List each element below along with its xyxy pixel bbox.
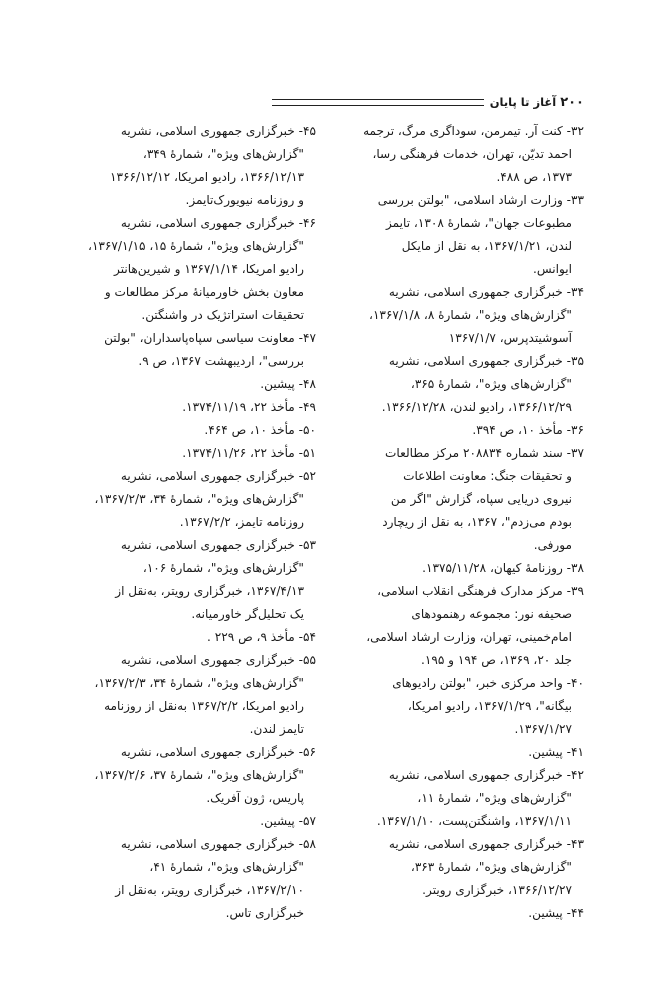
footnote [354, 442, 584, 557]
footnote [86, 419, 316, 442]
footnote-line: و تحقیقات جنگ: معاونت اطلاعات [403, 469, 572, 483]
footnote-line: ۵۵- خبرگزاری جمهوری اسلامی، نشریه [120, 653, 316, 667]
footnote [354, 350, 584, 419]
footnote-line: رادیو امریکا، ۱۳۶۷/۲/۲ به‌نقل از روزنامه [104, 699, 304, 713]
footnote-line: "گزارش‌های ویژه"، شمارهٔ ۴۱، [149, 860, 304, 874]
footnote-line: پاریس، ژون آفریک. [206, 791, 304, 805]
footnote-line: لندن، ۱۳۶۷/۱/۲۱، به نقل از مایکل [401, 239, 572, 253]
footnote-line: ۵۱- مأخذ ۲۲، ۱۳۷۴/۱۱/۲۶. [182, 446, 316, 460]
footnote-line: ۱۳۶۷/۱/۱۱، واشنگتن‌پست، ۱۳۶۷/۱/۱۰. [376, 814, 572, 828]
footnote-line: و روزنامه نیویورک‌تایمز. [185, 193, 304, 207]
footnote [354, 120, 584, 189]
footnote [354, 419, 584, 442]
footnote-line: ۴۲- خبرگزاری جمهوری اسلامی، نشریه [388, 768, 584, 782]
footnote-line: ۵۲- خبرگزاری جمهوری اسلامی، نشریه [120, 469, 316, 483]
footnote-line: "گزارش‌های ویژه"، شمارهٔ ۳۶۵، [410, 377, 572, 391]
footnote-line: ۱۳۶۷/۱/۲۷. [514, 722, 572, 736]
footnote-line: ۵۴- مأخذ ۹، ص ۲۲۹ . [207, 630, 316, 644]
footnote [354, 189, 584, 281]
footnote-line: ۴۷- معاونت سیاسی سپاه‌پاسداران، "بولتن [104, 331, 316, 345]
footnote [86, 833, 316, 925]
footnote-line: "گزارش‌های ویژه"، شمارهٔ ۳۶۳، [410, 860, 572, 874]
footnote-line: ۳۸- روزنامهٔ کیهان، ۱۳۷۵/۱۱/۲۸. [422, 561, 584, 575]
right-column-footnotes [354, 120, 584, 925]
header-rule [272, 99, 484, 106]
footnote-line: ۱۳۶۷/۲/۱۰، خبرگزاری رویتر، به‌نقل از [115, 883, 304, 897]
footnote-line: نیروی دریایی سپاه، گزارش "اگر من [390, 492, 572, 506]
footnote [354, 580, 584, 672]
footnote [354, 902, 584, 925]
footnote-line: "گزارش‌های ویژه"، شمارهٔ ۱۵، ۱۳۶۷/۱/۱۵، [88, 239, 304, 253]
footnote-line: ۴۶- خبرگزاری جمهوری اسلامی، نشریه [120, 216, 316, 230]
footnote-line: بودم می‌زدم"، ۱۳۶۷، به نقل از ریچارد [382, 515, 572, 529]
page-header [272, 93, 584, 111]
footnote-line: ۳۷- سند شماره ۲۰۸۸۳۴ مرکز مطالعات [385, 446, 584, 460]
footnote [354, 741, 584, 764]
footnote [354, 672, 584, 741]
footnote-line: تایمز لندن. [249, 722, 304, 736]
footnote-line: صحیفه نور: مجموعه رهنمودهای [411, 607, 572, 621]
footnote-line: ۴۸- پیشین. [260, 377, 316, 391]
footnote [86, 373, 316, 396]
footnote-line: ۱۳۶۷/۴/۱۳، خبرگزاری رویتر، به‌نقل از [115, 584, 304, 598]
footnote-line: ۴۰- واحد مرکزی خبر، "بولتن رادیوهای [392, 676, 584, 690]
footnote [86, 442, 316, 465]
footnote-line: بررسی"، اردیبهشت ۱۳۶۷، ص ۹. [138, 354, 304, 368]
footnote-line: آسوشیتدپرس، ۱۳۶۷/۱/۷ [448, 331, 572, 345]
footnote [354, 281, 584, 350]
footnote-line: ۳۲- کنت آر. تیمرمن، سوداگری مرگ، ترجمه [363, 124, 584, 138]
footnote-line: "گزارش‌های ویژه"، شمارهٔ ۳۷، ۱۳۶۷/۲/۶، [94, 768, 304, 782]
footnote-line: ۱۳۶۶/۱۲/۲۹، رادیو لندن، ۱۳۶۶/۱۲/۲۸. [381, 400, 572, 414]
footnote [86, 465, 316, 534]
footnote [86, 626, 316, 649]
footnote [354, 764, 584, 833]
footnote [86, 212, 316, 327]
footnote-line: "گزارش‌های ویژه"، شمارهٔ ۳۴، ۱۳۶۷/۲/۳، [94, 676, 304, 690]
footnote-line: ۵۶- خبرگزاری جمهوری اسلامی، نشریه [120, 745, 316, 759]
footnote-line: ۳۵- خبرگزاری جمهوری اسلامی، نشریه [388, 354, 584, 368]
footnote-line: ۱۳۷۳، ص ۴۸۸. [496, 170, 572, 184]
footnote [86, 649, 316, 741]
footnote-line: امام‌خمینی، تهران، وزارت ارشاد اسلامی، [366, 630, 572, 644]
footnote [86, 120, 316, 212]
footnote-line: ۱۳۶۶/۱۲/۲۷، خبرگزاری رویتر. [422, 883, 572, 897]
footnote-line: ۳۳- وزارت ارشاد اسلامی، "بولتن بررسی [377, 193, 584, 207]
footnote-line: تحقیقات استراتژیک در واشنگتن. [141, 308, 304, 322]
footnote-line: بیگانه"، ۱۳۶۷/۱/۲۹، رادیو امریکا، [407, 699, 572, 713]
footnote-line: ۳۶- مأخذ ۱۰، ص ۳۹۴. [472, 423, 584, 437]
footnote-line: ۳۹- مرکز مدارک فرهنگی انقلاب اسلامی، [377, 584, 584, 598]
footnote-line: "گزارش‌های ویژه"، شمارهٔ ۸، ۱۳۶۷/۱/۸، [369, 308, 572, 322]
footnote-line: معاون بخش خاورمیانهٔ مرکز مطالعات و [104, 285, 304, 299]
footnote-line: یک تحلیل‌گر خاورمیانه. [191, 607, 304, 621]
footnote-line: خبرگزاری تاس. [225, 906, 304, 920]
footnote-line: ۵۸- خبرگزاری جمهوری اسلامی، نشریه [120, 837, 316, 851]
footnote-line: "گزارش‌های ویژه"، شمارهٔ ۱۱، [417, 791, 572, 805]
footnote-line: ۵۷- پیشین. [260, 814, 316, 828]
footnote-line: ۴۴- پیشین. [528, 906, 584, 920]
footnote-line: جلد ۲۰، ۱۳۶۹، ص ۱۹۴ و ۱۹۵. [420, 653, 572, 667]
footnote-line: ایوانس. [533, 262, 572, 276]
footnote [86, 534, 316, 626]
page-number: ۲۰۰ [560, 94, 584, 110]
footnote-line: ۴۳- خبرگزاری جمهوری اسلامی، نشریه [388, 837, 584, 851]
footnote [86, 741, 316, 810]
footnote-line: مورفی. [533, 538, 572, 552]
footnote-line: رادیو امریکا، ۱۳۶۷/۱/۱۴ و شیرین‌هانتر [114, 262, 304, 276]
running-title: آغاز تا پایان [489, 95, 557, 109]
footnote-line: احمد تدیّن، تهران، خدمات فرهنگی رسا، [372, 147, 572, 161]
footnote-line: روزنامه تایمز، ۱۳۶۷/۲/۲. [179, 515, 304, 529]
footnote [354, 833, 584, 902]
footnote-line: ۳۴- خبرگزاری جمهوری اسلامی، نشریه [388, 285, 584, 299]
left-column-footnotes [86, 120, 316, 925]
footnote [86, 396, 316, 419]
footnote [354, 557, 584, 580]
footnote-line: مطبوعات جهان"، شمارهٔ ۱۳۰۸، تایمز [385, 216, 572, 230]
footnote-line: "گزارش‌های ویژه"، شمارهٔ ۱۰۶، [142, 561, 304, 575]
footnote-line: ۴۹- مأخذ ۲۲، ۱۳۷۴/۱۱/۱۹. [182, 400, 316, 414]
footnote-line: "گزارش‌های ویژه"، شمارهٔ ۳۴۹، [142, 147, 304, 161]
footnote [86, 810, 316, 833]
footnote-line: "گزارش‌های ویژه"، شمارهٔ ۳۴، ۱۳۶۷/۲/۳، [94, 492, 304, 506]
footnote-line: ۵۰- مأخذ ۱۰، ص ۴۶۴. [204, 423, 316, 437]
footnote-line: ۵۳- خبرگزاری جمهوری اسلامی، نشریه [120, 538, 316, 552]
footnote-line: ۴۱- پیشین. [528, 745, 584, 759]
footnote [86, 327, 316, 373]
footnote-line: ۱۳۶۶/۱۲/۱۳، رادیو امریکا، ۱۳۶۶/۱۲/۱۲ [109, 170, 304, 184]
footnote-line: ۴۵- خبرگزاری جمهوری اسلامی، نشریه [120, 124, 316, 138]
